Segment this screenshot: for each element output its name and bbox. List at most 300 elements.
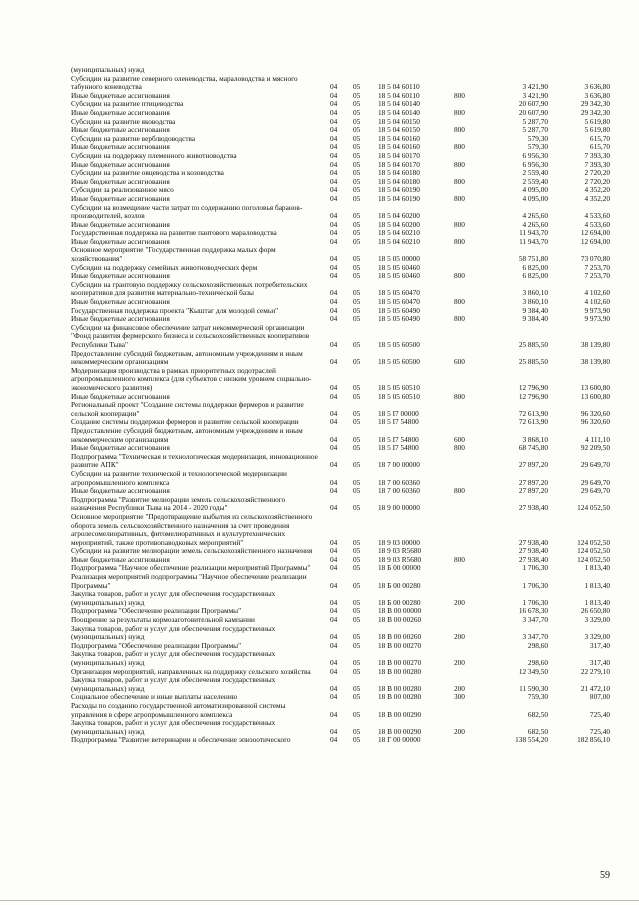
section-code: 04 — [330, 150, 338, 160]
row-name — [71, 178, 333, 187]
row-name-line: (муниципальных) нужд — [71, 597, 145, 607]
amount-year-1: 12 796,90 — [518, 391, 548, 401]
row-name-line: Иные бюджетные ассигнования — [71, 91, 170, 100]
amount-year-1: 27 897,20 — [518, 477, 548, 487]
table-row — [0, 668, 639, 677]
subsection-code: 05 — [353, 658, 361, 668]
row-name-line: кооперативов для развития материально-технической базы — [71, 288, 254, 298]
amount-year-1: 25 885,50 — [518, 340, 548, 349]
row-name-line: управления в сфере агропромышленного комплекса — [71, 709, 233, 719]
subsection-code: 05 — [353, 580, 361, 590]
table-row — [0, 496, 639, 513]
section-code: 04 — [330, 546, 338, 556]
target-article-code: 18 9 00 00000 — [378, 503, 420, 513]
target-article-code: 18 5 05 60490 — [378, 305, 420, 315]
section-code: 04 — [330, 460, 338, 470]
row-name-line: Субсидии на грантовую поддержку сельскохозяйственных потребительских — [71, 280, 308, 289]
target-article-code: 18 5 04 60190 — [378, 185, 420, 195]
row-name — [71, 118, 333, 127]
target-article-code: 18 5 05 60490 — [378, 314, 420, 324]
table-row — [0, 642, 639, 651]
row-name-line: Субсидии за реализованное мясо — [71, 186, 174, 195]
target-article-code: 18 5 05 00000 — [378, 254, 420, 264]
table-row — [0, 470, 639, 487]
row-name-line: Подпрограмма "Обеспечение реализации Программы" — [71, 641, 242, 650]
row-name-line: Иные бюджетные ассигнования — [71, 143, 170, 152]
row-name — [71, 161, 333, 170]
row-name-line: Иные бюджетные ассигнования — [71, 272, 170, 281]
row-name-line: Иные бюджетные ассигнования — [71, 126, 170, 135]
table-row — [0, 650, 639, 667]
table-row — [0, 367, 639, 393]
row-name — [71, 642, 333, 651]
subsection-code: 05 — [353, 615, 361, 625]
amount-year-1: 6 956,30 — [522, 159, 548, 169]
row-name-line: "Фонд развития фермерского бизнеса и сельскохозяйственных кооперативов — [71, 331, 310, 341]
row-name — [71, 418, 333, 427]
row-name — [71, 573, 333, 590]
amount-year-2: 29 342,30 — [580, 99, 610, 109]
subsection-code: 05 — [353, 185, 361, 195]
subsection-code: 05 — [353, 692, 361, 702]
table-row — [0, 453, 639, 470]
section-code: 04 — [330, 391, 338, 401]
target-article-code: 18 5 I7 54800 — [378, 443, 419, 453]
subsection-code: 05 — [353, 99, 361, 109]
table-row — [0, 195, 639, 204]
amount-year-2: 4 533,60 — [584, 219, 610, 229]
row-name — [71, 307, 333, 316]
row-name-line: Иные бюджетные ассигнования — [71, 392, 170, 401]
expense-type-code: 200 — [454, 632, 465, 642]
amount-year-1: 4 265,60 — [522, 219, 548, 229]
target-article-code: 18 5 04 60170 — [378, 150, 420, 160]
amount-year-2: 124 052,50 — [577, 503, 610, 513]
section-code: 04 — [330, 554, 338, 564]
amount-year-1: 1 706,30 — [522, 597, 548, 607]
row-name-line: некоммерческим организациям — [71, 357, 169, 367]
subsection-code: 05 — [353, 159, 361, 169]
expense-type-code: 200 — [454, 683, 465, 693]
row-name-line: Иные бюджетные ассигнования — [71, 177, 170, 186]
row-name — [71, 625, 333, 642]
row-name-line: Предоставление субсидий бюджетным, автономным учреждениям и иным — [71, 349, 303, 358]
target-article-code: 18 Г 00 00000 — [378, 735, 421, 745]
section-code: 04 — [330, 90, 338, 100]
target-article-code: 18 5 I7 54800 — [378, 434, 419, 444]
amount-year-1: 72 613,90 — [518, 417, 548, 427]
expense-type-code: 800 — [454, 443, 465, 453]
row-name-line: (муниципальных) нужд — [71, 726, 145, 736]
section-code: 04 — [330, 314, 338, 324]
amount-year-2: 725,40 — [589, 726, 610, 736]
target-article-code: 18 5 04 60140 — [378, 99, 420, 109]
row-name — [71, 453, 333, 470]
amount-year-1: 72 613,90 — [518, 408, 548, 418]
target-article-code: 18 В 00 00260 — [378, 615, 422, 625]
amount-year-2: 7 393,30 — [584, 150, 610, 160]
section-code: 04 — [330, 735, 338, 745]
row-name — [71, 135, 333, 144]
amount-year-2: 9 973,90 — [584, 305, 610, 315]
amount-year-1: 16 678,30 — [518, 606, 548, 616]
subsection-code: 05 — [353, 219, 361, 229]
section-code: 04 — [330, 597, 338, 607]
table-row — [0, 393, 639, 402]
section-code: 04 — [330, 726, 338, 736]
row-name-line: Субсидии на поддержку семейных животноводческих ферм — [71, 263, 258, 272]
subsection-code: 05 — [353, 554, 361, 564]
row-name — [71, 281, 333, 298]
row-name — [71, 272, 333, 281]
row-name-line: Субсидии на развитие яководства — [71, 117, 176, 126]
subsection-code: 05 — [353, 477, 361, 487]
section-code: 04 — [330, 443, 338, 453]
section-code: 04 — [330, 340, 338, 349]
row-name-line: (муниципальных) нужд — [71, 66, 145, 74]
row-name-line: Организация мероприятий, направленных на поддержку сельского хозяйства — [71, 667, 311, 676]
target-article-code: 18 В 00 00000 — [378, 606, 422, 616]
expense-type-code: 800 — [454, 159, 465, 169]
amount-year-1: 11 943,70 — [519, 236, 548, 246]
table-row — [0, 427, 639, 444]
amount-year-1: 27 897,20 — [518, 460, 548, 470]
row-name — [71, 427, 333, 444]
expense-type-code: 800 — [454, 142, 465, 152]
row-name — [71, 152, 333, 161]
expense-type-code: 800 — [454, 107, 465, 117]
row-name-line: Субсидии на развитие верблюдоводства — [71, 134, 196, 143]
row-name-line: Поощрение за результаты кормозаготовительной кампании — [71, 616, 255, 625]
amount-year-2: 124 052,50 — [577, 554, 610, 564]
section-code: 04 — [330, 219, 338, 229]
amount-year-1: 298,60 — [527, 640, 548, 650]
section-code: 04 — [330, 168, 338, 178]
amount-year-2: 29 649,70 — [580, 477, 610, 487]
row-name-line: (муниципальных) нужд — [71, 658, 145, 668]
target-article-code: 18 9 03 R5680 — [378, 546, 422, 556]
section-code: 04 — [330, 477, 338, 487]
subsection-code: 05 — [353, 228, 361, 238]
target-article-code: 18 Б 00 00280 — [378, 597, 421, 607]
section-code: 04 — [330, 640, 338, 650]
row-name-line: агропромышленного комплекса (для субъектов с низким уровнем социально- — [71, 374, 312, 384]
table-row — [0, 487, 639, 496]
target-article-code: 18 5 05 60510 — [378, 382, 420, 392]
row-name — [71, 693, 333, 702]
amount-year-1: 682,50 — [527, 726, 548, 736]
expense-type-code: 200 — [454, 597, 465, 607]
subsection-code: 05 — [353, 503, 361, 513]
amount-year-2: 2 720,20 — [584, 176, 610, 186]
row-name-line: (муниципальных) нужд — [71, 632, 145, 642]
amount-year-2: 2 720,20 — [584, 168, 610, 178]
row-name-line: Программы" — [71, 580, 111, 590]
row-name-line: Иные бюджетные ассигнования — [71, 220, 170, 229]
table-row — [0, 719, 639, 736]
amount-year-1: 3 860,10 — [522, 288, 548, 298]
amount-year-1: 4 265,60 — [522, 211, 548, 221]
expense-type-code: 200 — [454, 658, 465, 668]
section-code: 04 — [330, 185, 338, 195]
row-name-line: хозяйствования" — [71, 254, 123, 264]
subsection-code: 05 — [353, 486, 361, 496]
amount-year-2: 725,40 — [589, 709, 610, 719]
amount-year-1: 6 825,00 — [522, 262, 548, 272]
row-name-line: (муниципальных) нужд — [71, 683, 145, 693]
target-article-code: 18 5 05 60470 — [378, 288, 420, 298]
subsection-code: 05 — [353, 262, 361, 272]
row-name-line: Иные бюджетные ассигнования — [71, 555, 170, 564]
amount-year-1: 3 868,10 — [522, 434, 548, 444]
section-code: 04 — [330, 632, 338, 642]
target-article-code: 18 5 04 60190 — [378, 193, 420, 203]
row-name-line: Предоставление субсидий бюджетным, автономным учреждениям и иным — [71, 426, 303, 435]
amount-year-1: 9 384,40 — [522, 305, 548, 315]
row-name — [71, 246, 333, 263]
subsection-code: 05 — [353, 125, 361, 135]
amount-year-1: 2 559,40 — [522, 176, 548, 186]
subsection-code: 05 — [353, 297, 361, 307]
amount-year-2: 12 694,00 — [580, 236, 610, 246]
subsection-code: 05 — [353, 142, 361, 152]
target-article-code: 18 5 05 60460 — [378, 262, 420, 272]
row-name-line: Подпрограмма "Развитие мелиорации земель сельскохозяйственного — [71, 495, 286, 504]
row-name-line: Субсидии на развитие птицеводства — [71, 100, 184, 109]
section-code: 04 — [330, 254, 338, 264]
target-article-code: 18 5 04 60210 — [378, 236, 420, 246]
row-name — [71, 186, 333, 195]
subsection-code: 05 — [353, 90, 361, 100]
row-name — [71, 547, 333, 556]
amount-year-1: 11 943,70 — [519, 228, 548, 238]
amount-year-1: 1 706,30 — [522, 563, 548, 573]
target-article-code: 18 5 I7 00000 — [378, 408, 419, 418]
amount-year-2: 615,70 — [589, 133, 610, 143]
row-name-line: Иные бюджетные ассигнования — [71, 160, 170, 169]
row-name-line: Иные бюджетные ассигнования — [71, 444, 170, 453]
table-row — [0, 616, 639, 625]
row-name-line: Иные бюджетные ассигнования — [71, 237, 170, 246]
amount-year-1: 2 559,40 — [522, 168, 548, 178]
subsection-code: 05 — [353, 150, 361, 160]
table-row — [0, 272, 639, 281]
amount-year-1: 759,30 — [527, 692, 548, 702]
row-name — [71, 650, 333, 667]
row-name-line: Субсидии на развитие технической и технологической модернизации — [71, 469, 287, 478]
section-code: 04 — [330, 537, 338, 547]
row-name — [71, 66, 333, 75]
section-code: 04 — [330, 503, 338, 513]
section-code: 04 — [330, 408, 338, 418]
row-name — [71, 264, 333, 273]
row-name-line: Расходы по созданию государственной автоматизированной системы — [71, 701, 286, 710]
table-row — [0, 736, 639, 745]
expense-type-code: 800 — [454, 193, 465, 203]
subsection-code: 05 — [353, 193, 361, 203]
amount-year-1: 5 287,70 — [522, 125, 548, 135]
target-article-code: 18 7 00 60360 — [378, 486, 420, 496]
amount-year-2: 4 111,10 — [585, 434, 610, 444]
target-article-code: 18 5 05 60510 — [378, 391, 420, 401]
subsection-code: 05 — [353, 107, 361, 117]
target-article-code: 18 5 04 60180 — [378, 176, 420, 186]
amount-year-2: 13 600,80 — [580, 391, 610, 401]
amount-year-2: 4 352,20 — [584, 193, 610, 203]
expense-type-code: 800 — [454, 176, 465, 186]
subsection-code: 05 — [353, 709, 361, 719]
row-name-line: Закупка товаров, работ и услуг для обеспечения государственных — [71, 650, 276, 659]
table-row — [0, 418, 639, 427]
section-code: 04 — [330, 658, 338, 668]
amount-year-2: 29 649,70 — [580, 486, 610, 496]
expense-type-code: 600 — [454, 357, 465, 367]
amount-year-1: 138 554,20 — [515, 735, 548, 745]
amount-year-2: 12 694,00 — [580, 228, 610, 238]
row-name — [71, 564, 333, 573]
subsection-code: 05 — [353, 271, 361, 281]
target-article-code: 18 5 04 60150 — [378, 116, 420, 126]
amount-year-2: 7 393,30 — [584, 159, 610, 169]
section-code: 04 — [330, 580, 338, 590]
amount-year-2: 29 649,70 — [580, 460, 610, 470]
row-name-line: Модернизация производства в рамках приоритетных подотраслей — [71, 366, 276, 375]
target-article-code: 18 В 00 00290 — [378, 709, 422, 719]
target-article-code: 18 В 00 00280 — [378, 666, 422, 676]
target-article-code: 18 В 00 00280 — [378, 683, 422, 693]
section-code: 04 — [330, 107, 338, 117]
amount-year-1: 11 590,30 — [519, 683, 548, 693]
subsection-code: 05 — [353, 417, 361, 427]
row-name-line: Реализация мероприятий подпрограммы "Научное обеспечение реализации — [71, 573, 307, 582]
row-name-line: производителей, козлов — [71, 211, 145, 221]
row-name-line: Основное мероприятие "Предотвращение выбытия из сельскохозяйственного — [71, 512, 313, 521]
amount-year-1: 12 349,50 — [518, 666, 548, 676]
row-name-line: агропромышленного комплекса — [71, 477, 170, 487]
row-name — [71, 470, 333, 487]
target-article-code: 18 5 04 60200 — [378, 219, 420, 229]
section-code: 04 — [330, 417, 338, 427]
section-code: 04 — [330, 297, 338, 307]
amount-year-2: 1 813,40 — [584, 563, 610, 573]
subsection-code: 05 — [353, 606, 361, 616]
section-code: 04 — [330, 116, 338, 126]
page-bottom-edge — [0, 900, 639, 901]
target-article-code: 18 5 04 60150 — [378, 125, 420, 135]
row-name-line: Закупка товаров, работ и услуг для обеспечения государственных — [71, 624, 276, 633]
amount-year-1: 20 607,90 — [518, 99, 548, 109]
row-name-line: Создание системы поддержки фермеров и развитие сельской кооперации — [71, 418, 299, 427]
subsection-code: 05 — [353, 340, 361, 349]
expense-type-code: 800 — [454, 219, 465, 229]
row-name-line: Закупка товаров, работ и услуг для обеспечения государственных — [71, 719, 276, 728]
amount-year-2: 124 052,50 — [577, 546, 610, 556]
section-code: 04 — [330, 709, 338, 719]
amount-year-2: 807,00 — [589, 692, 610, 702]
expense-type-code: 800 — [454, 297, 465, 307]
target-article-code: 18 5 04 60110 — [378, 82, 420, 92]
subsection-code: 05 — [353, 314, 361, 324]
target-article-code: 18 Б 00 00000 — [378, 563, 421, 573]
amount-year-1: 6 825,00 — [522, 271, 548, 281]
amount-year-2: 615,70 — [589, 142, 610, 152]
subsection-code: 05 — [353, 408, 361, 418]
subsection-code: 05 — [353, 434, 361, 444]
amount-year-1: 20 607,90 — [518, 107, 548, 117]
amount-year-1: 1 706,30 — [522, 580, 548, 590]
subsection-code: 05 — [353, 176, 361, 186]
target-article-code: 18 В 00 00270 — [378, 640, 422, 650]
row-name — [71, 719, 333, 736]
table-row — [0, 66, 639, 75]
row-name-line: оборота земель сельскохозяйственного назначения за счет проведения — [71, 520, 290, 530]
row-name-line: сельской кооперации" — [71, 408, 140, 418]
row-name — [71, 195, 333, 204]
expense-type-code: 800 — [454, 554, 465, 564]
section-code: 04 — [330, 382, 338, 392]
table-row — [0, 246, 639, 263]
amount-year-2: 317,40 — [589, 640, 610, 650]
row-name — [71, 315, 333, 324]
subsection-code: 05 — [353, 683, 361, 693]
table-row — [0, 281, 639, 298]
section-code: 04 — [330, 486, 338, 496]
table-row — [0, 573, 639, 590]
table-row — [0, 204, 639, 221]
target-article-code: 18 В 00 00270 — [378, 658, 422, 668]
row-name — [71, 169, 333, 178]
amount-year-1: 58 751,80 — [518, 254, 548, 264]
amount-year-2: 13 600,80 — [580, 382, 610, 392]
subsection-code: 05 — [353, 597, 361, 607]
amount-year-2: 4 352,20 — [584, 185, 610, 195]
row-name-line: агролесомелиоративных, фитомелиоративных и культуртехнических — [71, 529, 286, 539]
amount-year-2: 4 102,60 — [584, 297, 610, 307]
amount-year-2: 3 636,80 — [584, 90, 610, 100]
amount-year-1: 3 347,70 — [522, 615, 548, 625]
amount-year-2: 92 209,50 — [580, 443, 610, 453]
subsection-code: 05 — [353, 288, 361, 298]
target-article-code: 18 5 05 60500 — [378, 357, 420, 367]
row-name-line: Государственная поддержка на развитие пантового мараловодства — [71, 229, 277, 238]
amount-year-2: 96 320,60 — [580, 408, 610, 418]
expense-type-code: 800 — [454, 90, 465, 100]
section-code: 04 — [330, 288, 338, 298]
row-name-line: Иные бюджетные ассигнования — [71, 108, 170, 117]
section-code: 04 — [330, 211, 338, 221]
row-name — [71, 75, 333, 92]
subsection-code: 05 — [353, 168, 361, 178]
subsection-code: 05 — [353, 460, 361, 470]
amount-year-2: 1 813,40 — [584, 580, 610, 590]
amount-year-2: 38 139,80 — [580, 340, 610, 349]
amount-year-2: 29 342,30 — [580, 107, 610, 117]
section-code: 04 — [330, 193, 338, 203]
subsection-code: 05 — [353, 133, 361, 143]
row-name-line: Субсидии на поддержку племенного животноводства — [71, 151, 237, 160]
row-name-line: Подпрограмма "Техническая и технологическая модернизация, инновационное — [71, 452, 318, 461]
section-code: 04 — [330, 357, 338, 367]
row-name-line: развитие АПК" — [71, 460, 119, 470]
subsection-code: 05 — [353, 254, 361, 264]
table-row — [0, 324, 639, 350]
table-row — [0, 625, 639, 642]
section-code: 04 — [330, 159, 338, 169]
row-name-line: Иные бюджетные ассигнования — [71, 315, 170, 324]
section-code: 04 — [330, 606, 338, 616]
amount-year-2: 1 813,40 — [584, 597, 610, 607]
table-row — [0, 676, 639, 693]
